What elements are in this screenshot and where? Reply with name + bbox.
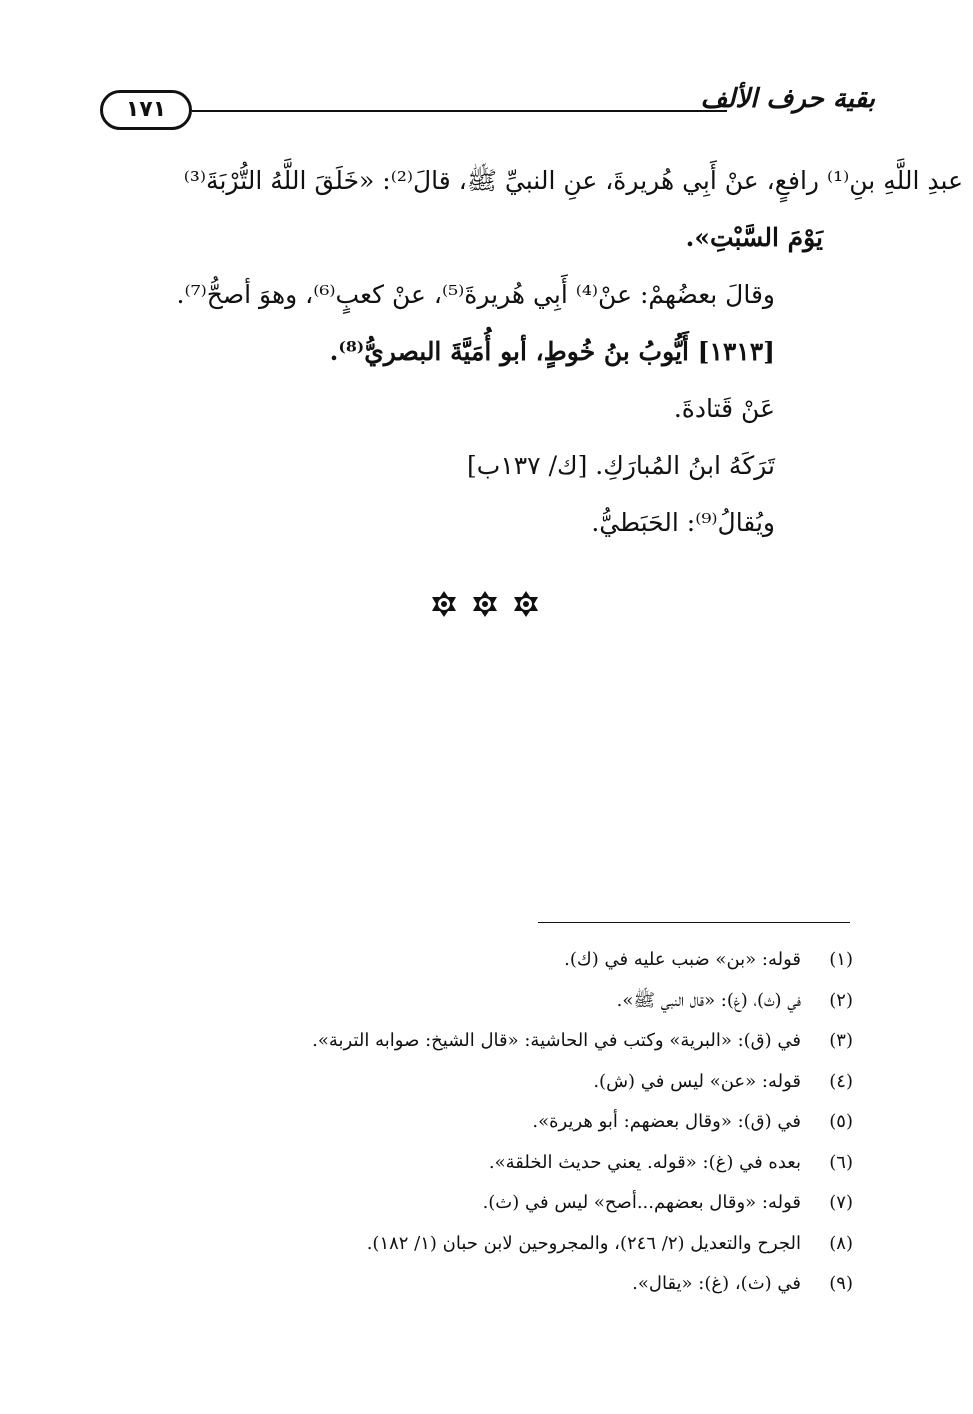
footnote-text: بعده في (غ): «قوله. يعني حديث الخلقة». [488,1151,801,1173]
flower-ornament-icon [512,590,540,618]
footnote [233,1183,853,1224]
text-line: تَرَكَهُ ابنُ المُبارَكِ. [ك/ ١٣٧ب] [467,451,775,480]
footnote-text: في (ق): «البرية» وكتب في الحاشية: «قال الشيخ: صوابه التربة». [312,1030,801,1051]
footnote [233,1021,853,1062]
footnote-text: قوله: «وقال بعضهم...أصح» ليس في (ث). [482,1192,801,1213]
footnote [233,981,853,1022]
flower-ornament-icon [430,590,458,618]
footnote-number: (٥) [829,1111,853,1132]
footnote [233,1224,853,1265]
text-line: عبدِ اللَّهِ بنِ⁽¹⁾ رافعٍ، عنْ أَبِي هُريرةَ، عنِ النبيِّ ﷺ، قالَ⁽²⁾: «خَلَقَ اللَّهُ التُّرْبَةَ⁽³⁾ [183,166,963,195]
footnote-text: الجرح والتعديل (٢/ ٢٤٦)، والمجروحين لابن حبان (١/ ١٨٢). [366,1232,801,1254]
footnote [233,1062,853,1103]
entry-heading: [١٣١٣] أَيُّوبُ بنُ خُوطٍ، أبو أُمَيَّةَ البصريُّ⁽⁸⁾. [329,337,775,366]
page-number: ١٧١ [100,90,192,130]
footnote [233,940,853,981]
footnotes [233,940,853,1305]
header-rule [192,110,727,112]
text-line: ويُقالُ⁽⁹⁾: الحَبَطيُّ. [591,508,775,537]
section-ornament [430,590,540,620]
running-title: بقية حرف الألف [700,84,875,114]
footnote-text: قوله: «عن» ليس في (ش). [593,1070,801,1092]
footnote-text: في (ث)، (غ): «يقال». [632,1273,801,1294]
footnote-number: (٧) [829,1192,853,1213]
footnote [233,1143,853,1184]
footnote-number: (٣) [829,1030,853,1051]
footnote-number: (٤) [829,1070,853,1092]
flower-ornament-icon [471,590,499,618]
footnote-text: قوله: «بن» ضبب عليه في (ك). [564,949,801,970]
text-line: وقالَ بعضُهمْ: عنْ⁽⁴⁾ أَبِي هُريرةَ⁽⁵⁾، عنْ كعبٍ⁽⁶⁾، وهوَ أصحُّ⁽⁷⁾. [176,280,775,309]
footnote-separator [538,922,850,923]
text-line: عَنْ قَتادةَ. [673,394,775,423]
text-line: يَوْمَ السَّبْتِ». [685,223,823,252]
footnote-number: (٨) [829,1232,853,1254]
footnote-text: في (ث)، (غ): «قال النبي ﷺ». [616,989,801,1011]
footnote-number: (٩) [829,1273,853,1294]
footnote [233,1264,853,1305]
footnote-number: (٢) [829,989,853,1011]
footnote-text: في (ق): «وقال بعضهم: أبو هريرة». [532,1111,801,1132]
page-header [100,84,875,140]
footnote [233,1102,853,1143]
main-text [113,152,963,551]
footnote-number: (١) [829,949,853,970]
footnote-number: (٦) [829,1151,853,1173]
